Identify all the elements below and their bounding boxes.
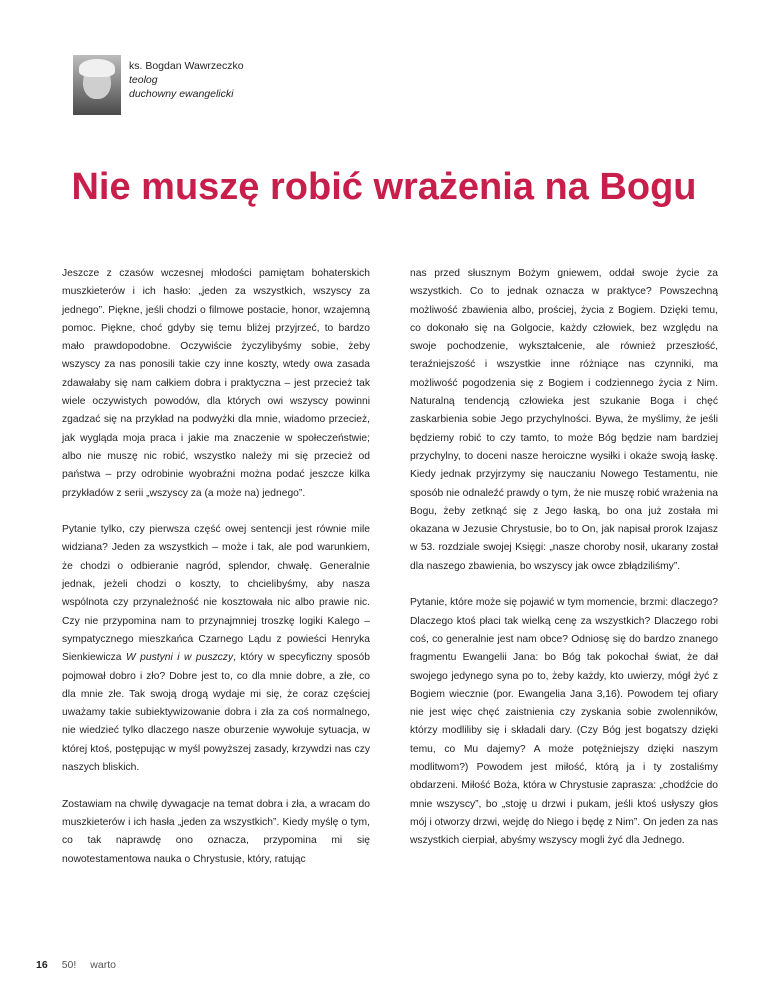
paragraph: Pytanie, które może się pojawić w tym momencie, brzmi: dlaczego? Dlaczego ktoś płaci tak wielką cenę za wszystkich? Dlaczego robi coś, co generalnie jest nam obce? Odniosę się do bardzo znanego fragmentu Ewangelii Jana: bo Bóg tak pokochał świat, że dał swojego jedynego syna po to, żeby każdy, kto uwierzy, mógł żyć z Bogiem wiecznie (por. Ewangelia Jana 3,16). Powodem tej ofiary nie jest więc chęć zaistnienia czy zyskania sobie zwolenników, którzy modliliby się i składali dary. (Czy Bóg jest bogatszy dzięki temu, co Mu dajemy? A może potężniejszy dzięki naszym modlitwom?) Powodem jest miłość, którą ja i ty zostaliśmy obdarzeni. Miłość Boża, która w Chrystusie zaprasza: „chodźcie do mnie wszyscy”, bo „stoję u drzwi i pukam, jeśli ktoś usłyszy głos mój i otworzy drzwi, wejdę do Niego i będę z Nim”. On jeden za nas wszystkich cierpiał, abyśmy wszyscy mogli żyć dla Jednego. bbox=[410, 597, 718, 847]
author-block bbox=[73, 55, 244, 115]
author-role-pastor: duchowny ewangelicki bbox=[129, 88, 234, 100]
book-title: W pustyni i w puszczy bbox=[125, 652, 234, 664]
paragraph: Jeszcze z czasów wczesnej młodości pamiętam bohaterskich muszkieterów i ich hasło: „jeden za wszystkich, wszyscy za jednego”. Piękne, jeśli chodzi o filmowe postacie, honor, wzajemną pomoc. Piękne, choć gdyby się temu bliżej przyjrzeć, to bardzo mało prawdopodobne. Oczywiście życzylibyśmy sobie, żeby wszyscy za nas ponosili takie czy inne koszty, wtedy owa zasada zdawałaby się nam całkiem dobra i praktyczna – jest przecież tak wiele oczywistych powodów, dla których owi wszyscy powinni zgadzać się na przykład na podwyżki dla mnie, wiadomo przecież, jak wygląda moja praca i jakie ma znaczenie w społeczeństwie; albo nie muszę nic robić, wszystko należy mi się przecież od państwa – przy odrobinie wyobraźni można podać jeszcze kilka przykładów z serii „wszyscy za (a może na) jednego”. bbox=[62, 268, 370, 499]
paragraph: Zostawiam na chwilę dywagacje na temat dobra i zła, a wracam do muszkieterów i ich hasła „jeden za wszystkich”. Kiedy myślę o tym, co tak naprawdę ono oznacza, przypomina mi się nowotestamentowa nauka o Chrystusie, który, ratując bbox=[62, 798, 370, 865]
paragraph bbox=[62, 521, 370, 777]
author-photo bbox=[73, 55, 121, 115]
page-footer bbox=[36, 958, 116, 972]
magazine-name: 50! bbox=[61, 959, 77, 971]
author-role-theologian: teolog bbox=[129, 74, 158, 86]
magazine-brand: warto bbox=[90, 959, 116, 971]
paragraph-text: , który w specyficzny sposób pojmował dobro i zło? Dobre jest to, co dla mnie dobre, a złe, co dla mnie złe. Tak swoją drogą wydaje mi się, że coraz częściej uważamy takie subiektywizowanie dobra i zła za coś normalnego, nie wiedzieć tylko dlaczego nasze oburzenie wywołuje sytuacja, w której ktoś, postępując w myśl powyższej zasady, krzywdzi nas czy naszych bliskich. bbox=[62, 652, 370, 774]
author-info bbox=[129, 55, 244, 115]
paragraph-text: Pytanie tylko, czy pierwsza część owej sentencji jest równie mile widziana? Jeden za wszystkich – może i tak, ale pod warunkiem, że chodzi o odbieranie nagród, splendor, chwałę. Generalnie jednak, jeżeli chodzi o koszty, to chcielibyśmy, aby nasza wspólnota czy przynależność nie kosztowała nic albo prawie nic. Czy nie przypomina nam to przynajmniej troszkę logiki Kalego – sympatycznego mieszkańca Czarnego Lądu z powieści Henryka Sienkiewicza bbox=[62, 524, 370, 664]
article-title: Nie muszę robić wrażenia na Bogu bbox=[71, 166, 697, 208]
left-column bbox=[62, 265, 370, 869]
author-name: ks. Bogdan Wawrzeczko bbox=[129, 60, 244, 72]
paragraph: nas przed słusznym Bożym gniewem, oddał swoje życie za wszystkich. Co to jednak oznacza w praktyce? Powszechną możliwość zbawienia albo, prościej, życia z Bogiem. Dzięki temu, co dokonało się na Golgocie, każdy człowiek, bez względu na swoje pochodzenie, wykształcenie, ale również przeszłość, teraźniejszość i wszystkie inne różniące nas czynniki, ma możliwość pogodzenia się z Bogiem i codziennego życia z Nim. Naturalną tendencją człowieka jest szukanie Boga i chęć zaskarbienia sobie Jego przychylności. Bywa, że myślimy, że jeśli będziemy robić to czy tamto, to może Bóg będzie nam bardziej przychylny, to doceni nasze heroiczne wysiłki i okaże swoją łaskę. Kiedy jednak przyjrzymy się nauczaniu Nowego Testamentu, nie sposób nie odnaleźć prawdy o tym, że nie muszę robić wrażenia na Bogu, żeby zetknąć się z Jego łaską, bo ona już została mi okazana w Jezusie Chrystusie, bo to On, jak napisał prorok Izajasz w 53. rozdziale swojej Księgi: „nasze choroby nosił, ukarany został dla naszego zbawienia, bo wszyscy jak owce zbłądziliśmy”. bbox=[410, 268, 718, 572]
right-column bbox=[410, 265, 718, 851]
page-number: 16 bbox=[36, 959, 48, 971]
